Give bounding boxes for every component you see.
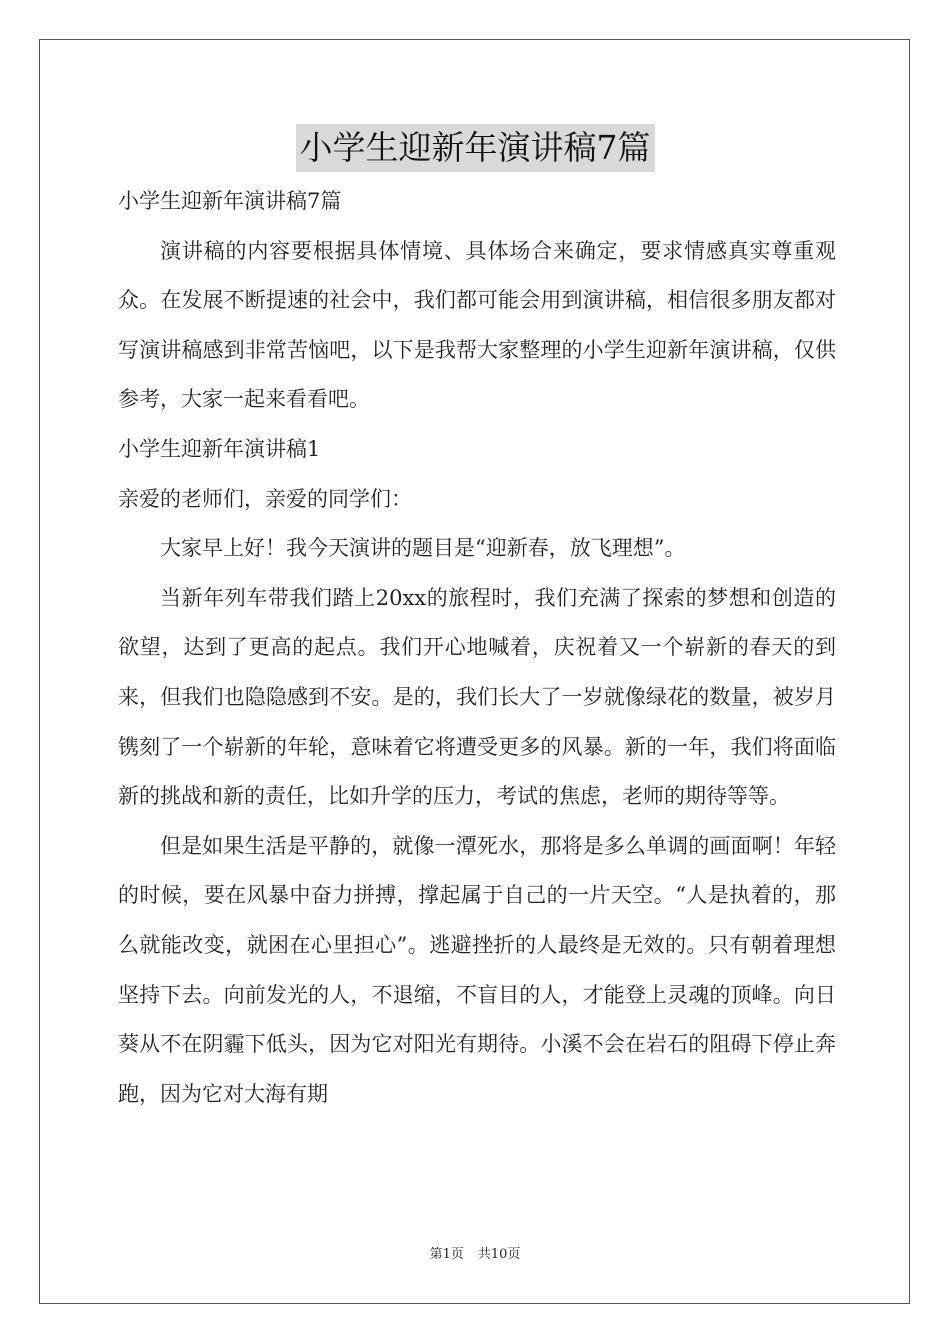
page-number: 第1页: [429, 1247, 464, 1262]
page-total: 共10页: [477, 1247, 521, 1262]
document-title: 小学生迎新年演讲稿7篇: [296, 124, 655, 172]
document-body: [118, 177, 836, 1119]
title-container: [0, 124, 950, 172]
page-footer: [0, 1243, 950, 1262]
section-heading: 小学生迎新年演讲稿1: [118, 436, 321, 461]
paragraph: 当新年列车带我们踏上20xx的旅程时，我们充满了探索的梦想和创造的欲望，达到了更高的起点。我们开心地喊着，庆祝着又一个崭新的春天的到来，但我们也隐隐感到不安。是的，我们长大了一岁就像绿花的数量，被岁月镌刻了一个崭新的年轮，意味着它将遭受更多的风暴。新的一年，我们将面临新的挑战和新的责任，比如升学的压力，考试的焦虑，老师的期待等等。: [118, 585, 836, 809]
paragraph: 演讲稿的内容要根据具体情境、具体场合来确定，要求情感真实尊重观众。在发展不断提速的社会中，我们都可能会用到演讲稿，相信很多朋友都对写演讲稿感到非常苦恼吧，以下是我帮大家整理的小学生迎新年演讲稿，仅供参考，大家一起来看看吧。: [118, 238, 836, 412]
paragraph: 小学生迎新年演讲稿7篇: [118, 189, 342, 213]
paragraph: 但是如果生活是平静的，就像一潭死水，那将是多么单调的画面啊！年轻的时候，要在风暴中奋力拼搏，撑起属于自己的一片天空。“人是执着的，那么就能改变，就困在心里担心”。逃避挫折的人最终是无效的。只有朝着理想坚持下去。向前发光的人，不退缩，不盲目的人，才能登上灵魂的顶峰。向日葵从不在阴霾下低头，因为它对阳光有期待。小溪不会在岩石的阻碍下停止奔跑，因为它对大海有期: [118, 833, 836, 1106]
paragraph: 大家早上好！我今天演讲的题目是“迎新春，放飞理想”。: [160, 536, 686, 561]
salutation: 亲爱的老师们，亲爱的同学们：: [118, 486, 412, 511]
